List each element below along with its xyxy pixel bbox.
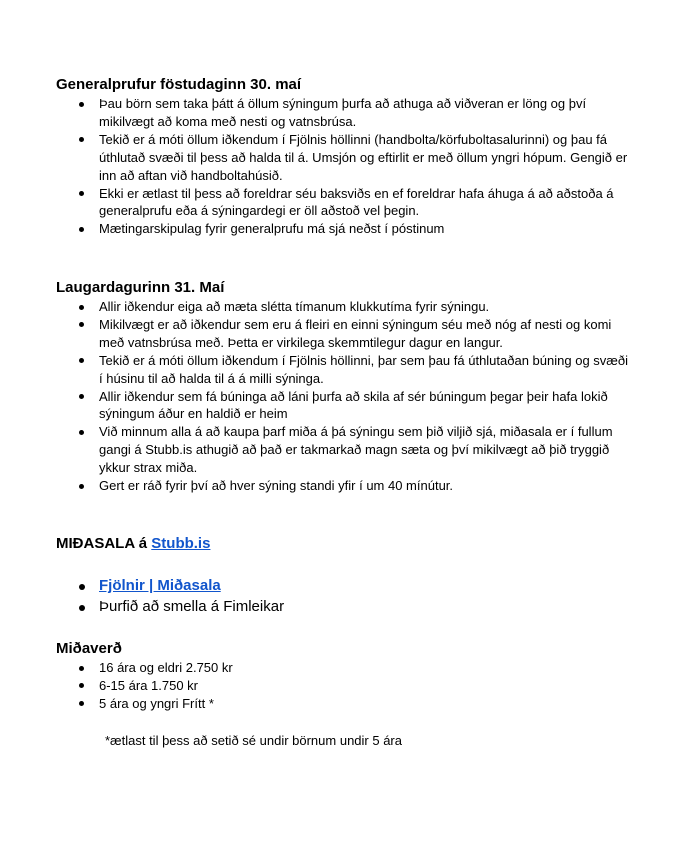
- price-footnote: *ætlast til þess að setið sé undir börnum undir 5 ára: [105, 733, 402, 748]
- laugardagurinn-list: [0, 298, 629, 495]
- list-item: Gert er ráð fyrir því að hver sýning standi yfir í um 40 mínútur.: [0, 477, 629, 495]
- list-item: 6-15 ára 1.750 kr: [0, 677, 629, 695]
- list-item: Allir iðkendur sem fá búninga að láni þurfa að skila af sér búningum þegar þeir hafa lokið sýningum áður en haldið er heim: [0, 388, 629, 424]
- price-list: [0, 659, 629, 713]
- list-item: Mikilvægt er að iðkendur sem eru á fleiri en einni sýningum séu með nóg af nesti og komi með vatnsbrúsa með. Þetta er virkilega skemmtilegur dagur en langur.: [0, 316, 629, 352]
- list-item: Mætingarskipulag fyrir generalprufu má sjá neðst í póstinum: [0, 220, 629, 238]
- list-item: Þau börn sem taka þátt á öllum sýningum þurfa að athuga að viðveran er löng og því mikilvægt að koma með nesti og vatnsbrúsa.: [0, 95, 629, 131]
- list-item: Tekið er á móti öllum iðkendum í Fjölnis höllinni (handbolta/körfuboltasalurinni) og þau fá úthlutað svæði til þess að halda til á. Umsjón og eftirlit er með öllum yngri hópum. Gengið er inn að aftan við handboltahúsið.: [0, 131, 629, 185]
- list-item: Þurfið að smella á Fimleikar: [0, 597, 629, 618]
- section-heading-generalprufur: Generalprufur föstudaginn 30. maí: [56, 76, 302, 93]
- list-item: Allir iðkendur eiga að mæta slétta tímanum klukkutíma fyrir sýningu.: [0, 298, 629, 316]
- list-item: 16 ára og eldri 2.750 kr: [0, 659, 629, 677]
- section-heading-midasala: [56, 535, 210, 553]
- stubb-link[interactable]: Stubb.is: [151, 535, 211, 552]
- section-heading-midaverd: Miðaverð: [56, 640, 122, 657]
- list-item: Ekki er ætlast til þess að foreldrar séu baksviðs en ef foreldrar hafa áhuga á að aðstoða á generalprufu eða á sýningardegi er öll aðstoð vel þegin.: [0, 185, 629, 221]
- fjolnir-midasala-link[interactable]: Fjölnir | Miðasala: [99, 577, 221, 594]
- list-item: Tekið er á móti öllum iðkendum í Fjölnis höllinni, þar sem þau fá úthlutaðan búning og svæði í húsinu til að halda til á á milli sýninga.: [0, 352, 629, 388]
- midasala-heading-text: MIÐASALA á: [56, 535, 152, 552]
- list-item: 5 ára og yngri Frítt *: [0, 695, 629, 713]
- list-item: [0, 576, 629, 597]
- generalprufur-list: [0, 95, 629, 238]
- section-heading-laugardagurinn: Laugardagurinn 31. Maí: [56, 279, 225, 296]
- list-item: Við minnum alla á að kaupa þarf miða á þá sýningu sem þið viljið sjá, miðasala er í fullum gangi á Stubb.is athugið að það er takmarkað magn sæta og því mikilvægt að þið tryggið ykkur strax miða.: [0, 423, 629, 477]
- midasala-list: [0, 576, 629, 617]
